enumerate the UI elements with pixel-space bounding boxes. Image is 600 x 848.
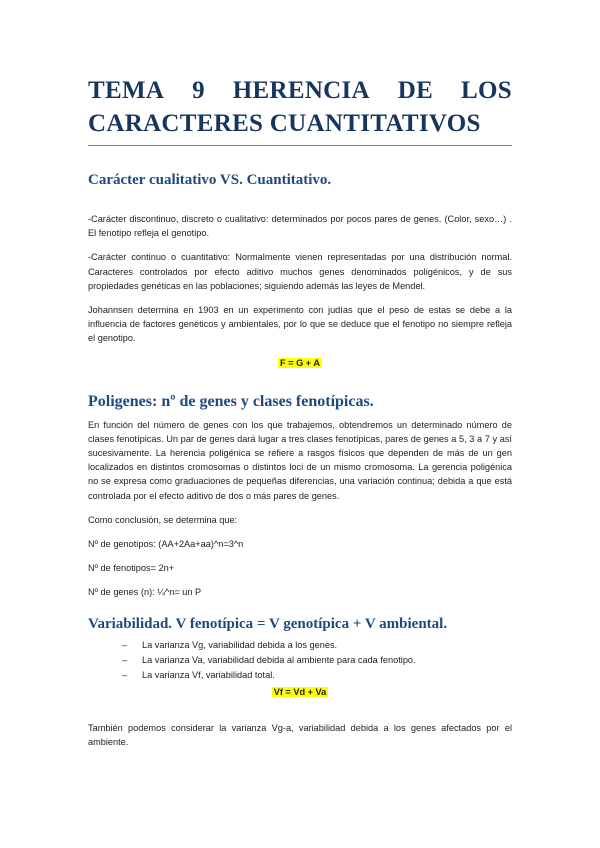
variance-list (88, 638, 512, 683)
list-item: – La varianza Va, variabilidad debida al ambiente para cada fenotipo. (122, 653, 512, 668)
section-heading-variabilidad: Variabilidad. V fenotípica = V genotípica + V ambiental. (88, 615, 448, 632)
title-word: HERENCIA (232, 77, 370, 104)
highlighted-formula: Vf = Vd + Va (273, 686, 327, 697)
title-word: TEMA (88, 77, 165, 104)
paragraph: Como conclusión, se determina que: (88, 514, 238, 525)
title-word: DE (397, 77, 434, 104)
title-word: 9 (192, 77, 205, 104)
list-item: – La varianza Vf, variabilidad total. (122, 668, 512, 683)
title-line-1 (88, 74, 512, 107)
highlighted-formula: F = G + A (280, 357, 320, 368)
title-underline (88, 145, 512, 146)
paragraph: Johannsen determina en 1903 en un experimento con judías que el peso de estas se debe a la influencia de factores genéticos y ambientales, por lo que se deduce que el fenotipo no siempre refleja el genotipo. (88, 305, 512, 344)
formula-vf (88, 685, 512, 699)
paragraph: Nº de fenotipos= 2n+ (88, 563, 175, 574)
list-item: – La varianza Vg, variabilidad debida a los genes. (122, 638, 512, 653)
paragraph: -Carácter discontinuo, discreto o cualitativo: determinados por pocos pares de genes. (Color, sexo…) . El fenotipo refleja el genotipo. (88, 214, 512, 239)
page-title (88, 0, 512, 140)
section-heading-poligenes: Poligenes: nº de genes y clases fenotípicas. (88, 392, 374, 410)
formula-fga (88, 356, 512, 370)
paragraph: -Carácter continuo o cuantitativo: Normalmente vienen representadas por una distribución normal. Caracteres controlados por efecto aditivo muchos genes denominados poligénicos, y de sus propiedades genéticas en las poblaciones; siguiendo además las leyes de Mendel. (88, 252, 512, 291)
paragraph: Nº de genotipos: (AA+2Aa+aa)^n=3^n (88, 539, 244, 550)
title-word: LOS (461, 77, 512, 104)
paragraph: Nº de genes (n): ¼^n= un P (88, 587, 202, 598)
title-line-2: CARACTERES CUANTITATIVOS (88, 110, 481, 137)
section-heading-cualitativo: Carácter cualitativo VS. Cuantitativo. (88, 172, 332, 188)
paragraph: En función del número de genes con los que trabajemos, obtendremos un determinado número de clases fenotípicas. Un par de genes dará lugar a tres clases fenotípicas, pares de genes a 5, 3 a 7 y así sucesivamente. La herencia poligénica se refiere a rasgos físicos que dependen de más de un gen localizados en distintos cromosomas o distintos loci de un mismo cromosoma. La gerencia poligénica no se expresa como graduaciones de pequeñas diferencias, una variación continua; debida a que está controlada por el efecto aditivo de dos o más pares de genes. (88, 419, 512, 501)
paragraph: También podemos considerar la varianza Vg-a, variabilidad debida a los genes afectados por el ambiente. (88, 722, 512, 747)
